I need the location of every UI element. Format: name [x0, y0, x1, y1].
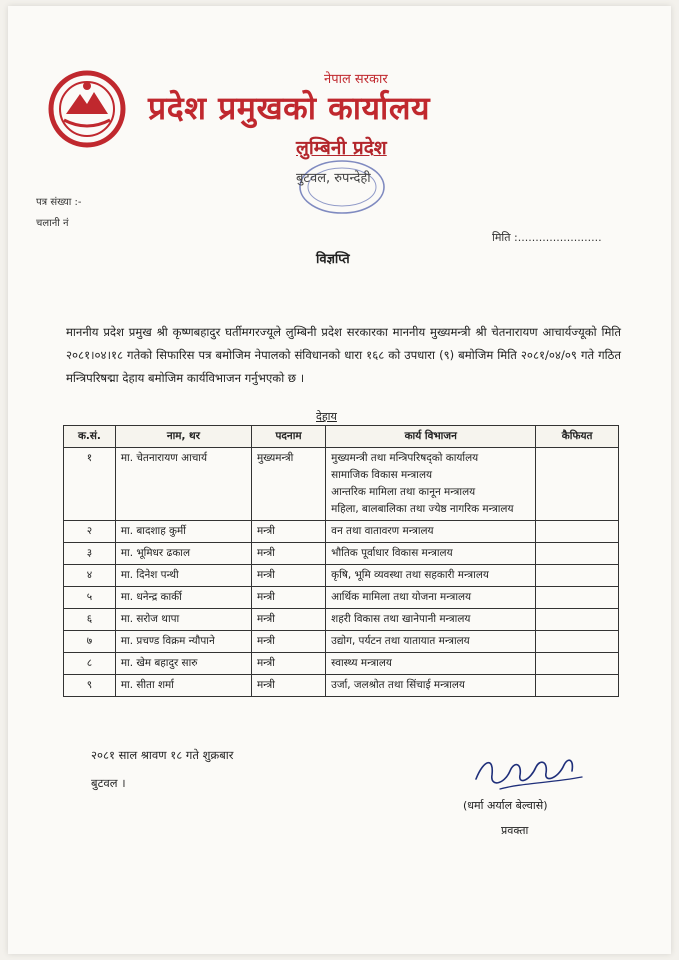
table-row — [64, 543, 619, 565]
signature-icon — [470, 741, 590, 796]
header-post: पदनाम — [251, 426, 325, 448]
row-remark — [536, 565, 619, 587]
row-serial: ७ — [64, 631, 116, 653]
row-serial: ५ — [64, 587, 116, 609]
table-row — [64, 587, 619, 609]
header-remarks: कैफियत — [536, 426, 619, 448]
document-page — [8, 6, 671, 954]
row-portfolio: भौतिक पूर्वाधार विकास मन्त्रालय — [326, 543, 536, 565]
annex-label: देहाय — [316, 410, 337, 423]
government-name: नेपाल सरकार — [324, 72, 388, 87]
header-serial: क.सं. — [64, 426, 116, 448]
row-portfolio: स्वास्थ्य मन्त्रालय — [326, 653, 536, 675]
row-name: मा. सरोज थापा — [115, 609, 251, 631]
row-remark — [536, 609, 619, 631]
row-name: मा. धनेन्द्र कार्की — [115, 587, 251, 609]
row-post: मन्त्री — [251, 587, 325, 609]
row-serial: ९ — [64, 675, 116, 697]
issue-date: २०८१ साल श्रावण १८ गते शुक्रबार — [91, 748, 234, 762]
row-portfolio: उर्जा, जलश्रोत तथा सिंचाई मन्त्रालय — [326, 675, 536, 697]
row-name: मा. दिनेश पन्थी — [115, 565, 251, 587]
table-row — [64, 448, 619, 521]
row-name: मा. भूमिधर ढकाल — [115, 543, 251, 565]
notice-heading: विज्ञप्ति — [316, 252, 350, 267]
province-name: लुम्बिनी प्रदेश — [296, 137, 387, 159]
row-post: मन्त्री — [251, 543, 325, 565]
office-stamp-icon — [294, 156, 390, 218]
row-serial: १ — [64, 448, 116, 521]
reference-number-label: पत्र संख्या :- — [36, 197, 82, 208]
portfolio-item: मुख्यमन्त्री तथा मन्त्रिपरिषद्को कार्यालय — [331, 452, 479, 464]
signer-designation: प्रवक्ता — [501, 824, 529, 837]
row-post: मन्त्री — [251, 631, 325, 653]
row-portfolio: उद्योग, पर्यटन तथा यातायात मन्त्रालय — [326, 631, 536, 653]
row-serial: ३ — [64, 543, 116, 565]
row-post: मन्त्री — [251, 521, 325, 543]
row-post: मन्त्री — [251, 565, 325, 587]
notice-body: माननीय प्रदेश प्रमुख श्री कृष्णबहादुर घर्तीमगरज्यूले लुम्बिनी प्रदेश सरकारका माननीय मुख्यमन्त्री श्री चेतनारायण आचार्यज्यूको मिति २०८१।०४।१८ गतेको सिफारिस पत्र बमोजिम नेपालको संविधानको धारा १६८ को उपधारा (९) बमोजिम मिति २०८१/०४/०९ गते गठित मन्त्रिपरिषद्मा देहाय बमोजिम कार्यविभाजन गर्नुभएको छ । — [66, 325, 621, 385]
row-remark — [536, 587, 619, 609]
row-portfolio — [326, 448, 536, 521]
row-name: मा. खेम बहादुर सारु — [115, 653, 251, 675]
row-name: मा. सीता शर्मा — [115, 675, 251, 697]
row-name: मा. प्रचण्ड विक्रम न्यौपाने — [115, 631, 251, 653]
row-serial: ६ — [64, 609, 116, 631]
row-portfolio: आर्थिक मामिला तथा योजना मन्त्रालय — [326, 587, 536, 609]
row-serial: २ — [64, 521, 116, 543]
portfolio-item: आन्तरिक मामिला तथा कानून मन्त्रालय — [331, 486, 476, 498]
row-post: मन्त्री — [251, 653, 325, 675]
row-remark — [536, 448, 619, 521]
portfolio-table — [63, 425, 619, 697]
government-emblem-icon — [46, 68, 128, 150]
row-portfolio: वन तथा वातावरण मन्त्रालय — [326, 521, 536, 543]
issue-place: बुटवल । — [91, 776, 126, 790]
table-header-row — [64, 426, 619, 448]
table-row — [64, 521, 619, 543]
row-serial: ८ — [64, 653, 116, 675]
header-portfolio: कार्य विभाजन — [326, 426, 536, 448]
row-remark — [536, 653, 619, 675]
table-row — [64, 631, 619, 653]
office-title: प्रदेश प्रमुखको कार्यालय — [148, 89, 431, 127]
row-remark — [536, 631, 619, 653]
table-row — [64, 565, 619, 587]
row-remark — [536, 521, 619, 543]
header-name: नाम, थर — [115, 426, 251, 448]
portfolio-item: महिला, बालबालिका तथा ज्येष्ठ नागरिक मन्त्रालय — [331, 503, 514, 515]
row-post: मन्त्री — [251, 609, 325, 631]
date-field: मिति :........................ — [492, 231, 602, 244]
row-portfolio: शहरी विकास तथा खानेपानी मन्त्रालय — [326, 609, 536, 631]
row-post: मन्त्री — [251, 675, 325, 697]
row-remark — [536, 543, 619, 565]
row-name: मा. बादशाह कुर्मी — [115, 521, 251, 543]
row-serial: ४ — [64, 565, 116, 587]
table-row — [64, 675, 619, 697]
portfolio-item: सामाजिक विकास मन्त्रालय — [331, 469, 433, 481]
office-address: बुटवल, रुपन्देही — [296, 171, 371, 186]
signer-name: (धर्मा अर्याल बेल्वासे) — [463, 799, 548, 812]
table-row — [64, 609, 619, 631]
row-remark — [536, 675, 619, 697]
dispatch-number-label: चलानी नं — [36, 218, 69, 229]
row-post: मुख्यमन्त्री — [251, 448, 325, 521]
row-portfolio: कृषि, भूमि व्यवस्था तथा सहकारी मन्त्रालय — [326, 565, 536, 587]
row-name: मा. चेतनारायण आचार्य — [115, 448, 251, 521]
table-row — [64, 653, 619, 675]
